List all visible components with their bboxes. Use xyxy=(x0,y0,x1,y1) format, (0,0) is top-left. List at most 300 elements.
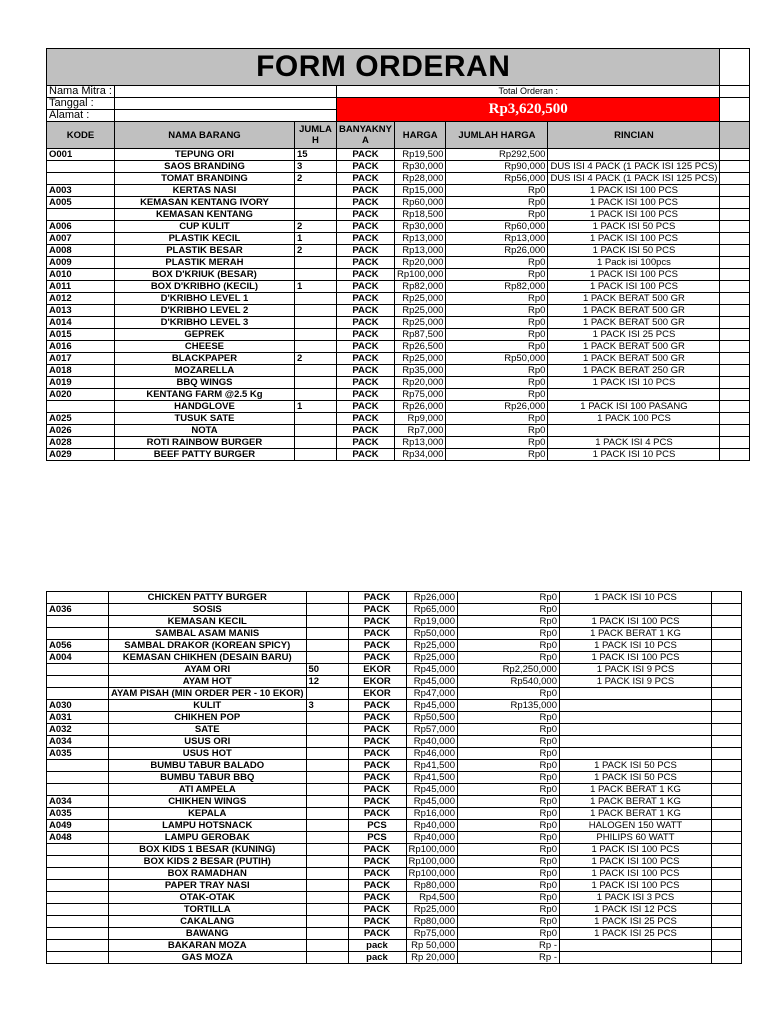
item-jumlah-harga: Rp0 xyxy=(446,305,548,317)
item-banyaknya: PACK xyxy=(348,628,406,640)
item-jumlah[interactable] xyxy=(306,616,348,628)
item-jumlah[interactable] xyxy=(294,389,336,401)
item-jumlah-harga: Rp0 xyxy=(446,425,548,437)
table-row xyxy=(47,904,742,916)
item-harga: Rp41,500 xyxy=(406,760,457,772)
total-orderan-label: Total Orderan : xyxy=(336,86,720,98)
item-jumlah[interactable]: 1 xyxy=(294,233,336,245)
item-banyaknya: PACK xyxy=(336,401,394,413)
item-rincian: 1 PACK ISI 100 PCS xyxy=(548,269,720,281)
item-nama-barang: PLASTIK KECIL xyxy=(114,233,294,245)
item-jumlah-harga: Rp0 xyxy=(446,377,548,389)
item-rincian: 1 PACK BERAT 500 GR xyxy=(548,305,720,317)
item-rincian xyxy=(559,748,711,760)
item-banyaknya: PACK xyxy=(348,736,406,748)
item-jumlah-harga: Rp0 xyxy=(446,437,548,449)
item-kode: A006 xyxy=(47,221,115,233)
item-kode xyxy=(47,628,109,640)
item-jumlah[interactable] xyxy=(306,772,348,784)
item-rincian: 1 PACK BERAT 1 KG xyxy=(559,796,711,808)
item-banyaknya: PACK xyxy=(348,808,406,820)
item-nama-barang: BAKARAN MOZA xyxy=(109,940,307,952)
item-banyaknya: PACK xyxy=(336,341,394,353)
item-nama-barang: LAMPU HOTSNACK xyxy=(109,820,307,832)
table-row xyxy=(47,329,750,341)
item-nama-barang: BOX RAMADHAN xyxy=(109,868,307,880)
item-kode: A008 xyxy=(47,245,115,257)
item-rincian: 1 PACK ISI 100 PCS xyxy=(559,856,711,868)
item-kode: A010 xyxy=(47,269,115,281)
item-nama-barang: NOTA xyxy=(114,425,294,437)
item-harga: Rp30,000 xyxy=(394,221,445,233)
item-jumlah[interactable] xyxy=(306,640,348,652)
item-harga: Rp30,000 xyxy=(394,161,445,173)
item-kode: A009 xyxy=(47,257,115,269)
item-jumlah[interactable] xyxy=(294,365,336,377)
item-harga: Rp25,000 xyxy=(394,305,445,317)
item-nama-barang: CHIKHEN WINGS xyxy=(109,796,307,808)
item-jumlah[interactable]: 2 xyxy=(294,221,336,233)
table-row xyxy=(47,940,742,952)
item-jumlah-harga: Rp0 xyxy=(446,293,548,305)
item-nama-barang: KENTANG FARM @2.5 Kg xyxy=(114,389,294,401)
item-kode: O001 xyxy=(47,149,115,161)
item-kode xyxy=(47,868,109,880)
item-jumlah[interactable] xyxy=(306,880,348,892)
item-jumlah[interactable] xyxy=(306,916,348,928)
total-orderan-value: Rp3,620,500 xyxy=(336,98,720,122)
item-jumlah[interactable] xyxy=(306,808,348,820)
item-harga: Rp20,000 xyxy=(394,377,445,389)
nama-mitra-field[interactable] xyxy=(114,86,336,98)
item-jumlah[interactable] xyxy=(306,892,348,904)
item-rincian: DUS ISI 4 PACK (1 PACK ISI 125 PCS) xyxy=(548,161,720,173)
item-jumlah[interactable] xyxy=(306,724,348,736)
item-kode: A034 xyxy=(47,736,109,748)
item-jumlah-harga: Rp0 xyxy=(457,616,559,628)
item-rincian: 1 PACK 100 PCS xyxy=(548,413,720,425)
item-nama-barang: GEPREK xyxy=(114,329,294,341)
item-kode xyxy=(47,892,109,904)
item-nama-barang: SAOS BRANDING xyxy=(114,161,294,173)
table-row xyxy=(47,197,750,209)
item-banyaknya: PACK xyxy=(348,892,406,904)
item-banyaknya: PACK xyxy=(348,844,406,856)
item-jumlah[interactable] xyxy=(294,377,336,389)
item-jumlah[interactable]: 3 xyxy=(294,161,336,173)
item-nama-barang: USUS HOT xyxy=(109,748,307,760)
item-rincian: 1 PACK ISI 100 PCS xyxy=(559,880,711,892)
table-row xyxy=(47,209,750,221)
item-jumlah-harga: Rp - xyxy=(457,940,559,952)
item-kode xyxy=(47,688,109,700)
item-banyaknya: PACK xyxy=(336,245,394,257)
item-jumlah-harga: Rp0 xyxy=(457,880,559,892)
item-nama-barang: D'KRIBHO LEVEL 2 xyxy=(114,305,294,317)
item-nama-barang: KEPALA xyxy=(109,808,307,820)
item-jumlah[interactable] xyxy=(306,784,348,796)
item-kode: A036 xyxy=(47,604,109,616)
item-banyaknya: PACK xyxy=(336,209,394,221)
item-harga: Rp15,000 xyxy=(394,185,445,197)
item-jumlah[interactable] xyxy=(306,736,348,748)
item-jumlah[interactable] xyxy=(294,449,336,461)
item-kode: A016 xyxy=(47,341,115,353)
item-jumlah-harga: Rp0 xyxy=(446,329,548,341)
item-jumlah[interactable]: 2 xyxy=(294,245,336,257)
item-nama-barang: LAMPU GEROBAK xyxy=(109,832,307,844)
table-row xyxy=(47,616,742,628)
item-jumlah[interactable] xyxy=(294,293,336,305)
item-rincian: 1 PACK ISI 3 PCS xyxy=(559,892,711,904)
item-jumlah-harga: Rp0 xyxy=(457,892,559,904)
item-jumlah[interactable] xyxy=(294,257,336,269)
item-jumlah-harga: Rp0 xyxy=(457,796,559,808)
item-rincian xyxy=(559,688,711,700)
item-harga: Rp 20,000 xyxy=(406,952,457,964)
item-banyaknya: PACK xyxy=(348,868,406,880)
item-harga: Rp57,000 xyxy=(406,724,457,736)
item-kode: A048 xyxy=(47,832,109,844)
item-rincian: 1 PACK ISI 10 PCS xyxy=(559,640,711,652)
table-row xyxy=(47,377,750,389)
item-jumlah[interactable] xyxy=(306,712,348,724)
item-kode xyxy=(47,928,109,940)
table-row xyxy=(47,652,742,664)
item-banyaknya: PACK xyxy=(348,592,406,604)
item-jumlah-harga: Rp0 xyxy=(457,712,559,724)
item-jumlah-harga: Rp0 xyxy=(457,904,559,916)
item-nama-barang: KEMASAN KENTANG IVORY xyxy=(114,197,294,209)
item-nama-barang: CAKALANG xyxy=(109,916,307,928)
item-jumlah[interactable] xyxy=(294,413,336,425)
item-kode: A049 xyxy=(47,820,109,832)
col-banyaknya: BANYAKNY A xyxy=(336,122,394,149)
item-nama-barang: BUMBU TABUR BALADO xyxy=(109,760,307,772)
item-jumlah[interactable] xyxy=(306,688,348,700)
item-jumlah[interactable] xyxy=(306,760,348,772)
table-row xyxy=(47,413,750,425)
item-kode: A005 xyxy=(47,197,115,209)
item-kode: A017 xyxy=(47,353,115,365)
item-jumlah[interactable] xyxy=(306,748,348,760)
item-banyaknya: PACK xyxy=(348,904,406,916)
table-row xyxy=(47,401,750,413)
item-harga: Rp34,000 xyxy=(394,449,445,461)
table-row xyxy=(47,700,742,712)
item-kode: A018 xyxy=(47,365,115,377)
tanggal-label: Tanggal : xyxy=(47,98,115,110)
item-jumlah-harga: Rp0 xyxy=(446,317,548,329)
item-harga: Rp75,000 xyxy=(394,389,445,401)
item-rincian: 1 PACK BERAT 500 GR xyxy=(548,293,720,305)
table-row xyxy=(47,748,742,760)
item-rincian xyxy=(548,389,720,401)
item-jumlah[interactable] xyxy=(306,820,348,832)
item-kode xyxy=(47,173,115,185)
table-row xyxy=(47,760,742,772)
item-jumlah[interactable]: 12 xyxy=(306,676,348,688)
table-row xyxy=(47,293,750,305)
item-jumlah-harga: Rp0 xyxy=(446,449,548,461)
item-nama-barang: AYAM PISAH (MIN ORDER PER - 10 EKOR) xyxy=(109,688,307,700)
item-harga: Rp46,000 xyxy=(406,748,457,760)
item-rincian: 1 PACK ISI 4 PCS xyxy=(548,437,720,449)
item-banyaknya: PACK xyxy=(336,389,394,401)
item-jumlah[interactable]: 1 xyxy=(294,401,336,413)
item-rincian: 1 PACK ISI 9 PCS xyxy=(559,676,711,688)
item-jumlah[interactable] xyxy=(306,928,348,940)
item-jumlah[interactable] xyxy=(306,652,348,664)
item-jumlah[interactable]: 1 xyxy=(294,281,336,293)
item-rincian: 1 PACK ISI 100 PCS xyxy=(548,185,720,197)
item-nama-barang: ATI AMPELA xyxy=(109,784,307,796)
item-nama-barang: BEEF PATTY BURGER xyxy=(114,449,294,461)
alamat-label: Alamat : xyxy=(47,110,115,122)
table-row xyxy=(47,784,742,796)
item-rincian: 1 PACK BERAT 1 KG xyxy=(559,628,711,640)
item-kode: A030 xyxy=(47,700,109,712)
table-row xyxy=(47,628,742,640)
item-jumlah-harga: Rp0 xyxy=(457,772,559,784)
table-row xyxy=(47,832,742,844)
item-harga: Rp45,000 xyxy=(406,700,457,712)
item-jumlah[interactable]: 2 xyxy=(294,173,336,185)
order-form-table xyxy=(46,48,750,461)
item-kode: A015 xyxy=(47,329,115,341)
item-rincian: 1 PACK ISI 100 PCS xyxy=(559,868,711,880)
item-jumlah-harga: Rp0 xyxy=(457,592,559,604)
item-kode xyxy=(47,904,109,916)
table-row xyxy=(47,149,750,161)
item-jumlah[interactable]: 50 xyxy=(306,664,348,676)
item-banyaknya: PACK xyxy=(336,305,394,317)
item-rincian: 1 PACK ISI 50 PCS xyxy=(548,221,720,233)
item-kode xyxy=(47,760,109,772)
item-harga: Rp26,000 xyxy=(406,592,457,604)
item-jumlah[interactable]: 3 xyxy=(306,700,348,712)
item-jumlah-harga: Rp135,000 xyxy=(457,700,559,712)
item-nama-barang: TORTILLA xyxy=(109,904,307,916)
item-nama-barang: PLASTIK MERAH xyxy=(114,257,294,269)
item-jumlah-harga: Rp0 xyxy=(457,832,559,844)
item-jumlah[interactable] xyxy=(306,844,348,856)
item-rincian xyxy=(559,700,711,712)
item-jumlah[interactable] xyxy=(306,904,348,916)
order-rows-page1 xyxy=(47,149,750,461)
table-row xyxy=(47,808,742,820)
item-harga: Rp20,000 xyxy=(394,257,445,269)
item-jumlah[interactable] xyxy=(294,317,336,329)
item-banyaknya: PACK xyxy=(336,257,394,269)
item-harga: Rp13,000 xyxy=(394,233,445,245)
item-nama-barang: BOX D'KRIBHO (KECIL) xyxy=(114,281,294,293)
col-jumlah-harga: JUMLAH HARGA xyxy=(446,122,548,149)
form-title: FORM ORDERAN xyxy=(47,49,720,86)
item-harga: Rp45,000 xyxy=(406,784,457,796)
table-row xyxy=(47,449,750,461)
item-harga: Rp19,000 xyxy=(406,616,457,628)
item-harga: Rp87,500 xyxy=(394,329,445,341)
table-row xyxy=(47,664,742,676)
item-banyaknya: PACK xyxy=(348,916,406,928)
item-harga: Rp40,000 xyxy=(406,820,457,832)
item-banyaknya: PACK xyxy=(336,437,394,449)
table-row xyxy=(47,640,742,652)
item-nama-barang: CHICKEN PATTY BURGER xyxy=(109,592,307,604)
item-banyaknya: PCS xyxy=(348,820,406,832)
item-banyaknya: PACK xyxy=(348,700,406,712)
item-kode xyxy=(47,940,109,952)
item-banyaknya: pack xyxy=(348,940,406,952)
item-harga: Rp45,000 xyxy=(406,676,457,688)
table-row xyxy=(47,317,750,329)
item-nama-barang: USUS ORI xyxy=(109,736,307,748)
item-jumlah[interactable] xyxy=(306,604,348,616)
item-harga: Rp41,500 xyxy=(406,772,457,784)
item-jumlah[interactable] xyxy=(294,209,336,221)
tanggal-field[interactable] xyxy=(114,98,336,110)
item-jumlah[interactable]: 15 xyxy=(294,149,336,161)
item-kode xyxy=(47,616,109,628)
item-banyaknya: EKOR xyxy=(348,664,406,676)
item-nama-barang: AYAM ORI xyxy=(109,664,307,676)
item-nama-barang: KEMASAN KENTANG xyxy=(114,209,294,221)
item-jumlah-harga: Rp0 xyxy=(457,760,559,772)
alamat-field[interactable] xyxy=(114,110,336,122)
item-harga: Rp 50,000 xyxy=(406,940,457,952)
col-nama-barang: NAMA BARANG xyxy=(114,122,294,149)
item-jumlah-harga: Rp0 xyxy=(457,868,559,880)
item-jumlah[interactable] xyxy=(306,592,348,604)
item-banyaknya: PACK xyxy=(348,652,406,664)
item-harga: Rp25,000 xyxy=(394,293,445,305)
item-harga: Rp16,000 xyxy=(406,808,457,820)
table-row xyxy=(47,161,750,173)
item-jumlah[interactable] xyxy=(294,185,336,197)
item-harga: Rp19,500 xyxy=(394,149,445,161)
item-jumlah-harga: Rp56,000 xyxy=(446,173,548,185)
item-jumlah-harga: Rp0 xyxy=(457,928,559,940)
item-rincian: 1 PACK ISI 10 PCS xyxy=(548,449,720,461)
item-jumlah[interactable] xyxy=(306,832,348,844)
item-jumlah[interactable] xyxy=(294,197,336,209)
item-jumlah-harga: Rp0 xyxy=(446,413,548,425)
item-jumlah[interactable] xyxy=(294,329,336,341)
item-nama-barang: ROTI RAINBOW BURGER xyxy=(114,437,294,449)
item-jumlah[interactable] xyxy=(306,952,348,964)
item-kode xyxy=(47,844,109,856)
item-banyaknya: PACK xyxy=(336,377,394,389)
item-jumlah[interactable] xyxy=(294,425,336,437)
item-banyaknya: PACK xyxy=(336,173,394,185)
item-kode: A014 xyxy=(47,317,115,329)
item-jumlah[interactable] xyxy=(306,940,348,952)
item-jumlah-harga: Rp0 xyxy=(446,209,548,221)
item-jumlah[interactable]: 2 xyxy=(294,353,336,365)
item-banyaknya: PACK xyxy=(348,784,406,796)
item-harga: Rp45,000 xyxy=(406,796,457,808)
item-kode: A020 xyxy=(47,389,115,401)
table-row xyxy=(47,233,750,245)
item-kode: A011 xyxy=(47,281,115,293)
item-banyaknya: PACK xyxy=(336,353,394,365)
item-nama-barang: HANDGLOVE xyxy=(114,401,294,413)
item-kode: A012 xyxy=(47,293,115,305)
item-jumlah[interactable] xyxy=(294,305,336,317)
item-banyaknya: PACK xyxy=(348,796,406,808)
item-nama-barang: SAMBAL ASAM MANIS xyxy=(109,628,307,640)
item-jumlah[interactable] xyxy=(306,868,348,880)
item-jumlah[interactable] xyxy=(306,796,348,808)
item-banyaknya: PACK xyxy=(336,149,394,161)
item-jumlah-harga: Rp0 xyxy=(446,257,548,269)
item-nama-barang: KEMASAN KECIL xyxy=(109,616,307,628)
item-harga: Rp80,000 xyxy=(406,916,457,928)
item-rincian: 1 PACK BERAT 500 GR xyxy=(548,317,720,329)
item-banyaknya: PACK xyxy=(348,712,406,724)
item-banyaknya: PACK xyxy=(336,233,394,245)
item-jumlah[interactable] xyxy=(306,628,348,640)
item-rincian: 1 PACK ISI 100 PCS xyxy=(559,616,711,628)
item-banyaknya: PACK xyxy=(336,317,394,329)
item-rincian xyxy=(559,712,711,724)
item-kode: A025 xyxy=(47,413,115,425)
table-row xyxy=(47,305,750,317)
item-harga: Rp28,000 xyxy=(394,173,445,185)
item-nama-barang: BOX KIDS 1 BESAR (KUNING) xyxy=(109,844,307,856)
item-jumlah[interactable] xyxy=(294,437,336,449)
item-jumlah[interactable] xyxy=(306,856,348,868)
item-kode xyxy=(47,880,109,892)
item-banyaknya: PACK xyxy=(348,724,406,736)
item-kode: A056 xyxy=(47,640,109,652)
item-nama-barang: SATE xyxy=(109,724,307,736)
item-jumlah-harga: Rp60,000 xyxy=(446,221,548,233)
item-jumlah[interactable] xyxy=(294,341,336,353)
item-rincian: 1 PACK ISI 100 PCS xyxy=(548,281,720,293)
item-nama-barang: KULIT xyxy=(109,700,307,712)
item-banyaknya: EKOR xyxy=(348,676,406,688)
item-nama-barang: AYAM HOT xyxy=(109,676,307,688)
item-harga: Rp82,000 xyxy=(394,281,445,293)
item-harga: Rp50,000 xyxy=(406,628,457,640)
order-rows-page2 xyxy=(47,592,742,964)
table-row xyxy=(47,592,742,604)
table-header xyxy=(47,122,750,149)
item-rincian: 1 PACK ISI 25 PCS xyxy=(559,916,711,928)
item-harga: Rp26,000 xyxy=(394,401,445,413)
item-nama-barang: TOMAT BRANDING xyxy=(114,173,294,185)
item-rincian: 1 PACK ISI 50 PCS xyxy=(559,760,711,772)
item-nama-barang: CUP KULIT xyxy=(114,221,294,233)
item-jumlah-harga: Rp0 xyxy=(457,808,559,820)
item-kode xyxy=(47,772,109,784)
item-jumlah-harga: Rp90,000 xyxy=(446,161,548,173)
table-row xyxy=(47,724,742,736)
table-row xyxy=(47,820,742,832)
item-jumlah[interactable] xyxy=(294,269,336,281)
item-nama-barang: D'KRIBHO LEVEL 1 xyxy=(114,293,294,305)
item-nama-barang: BLACKPAPER xyxy=(114,353,294,365)
item-nama-barang: KEMASAN CHIKHEN (DESAIN BARU) xyxy=(109,652,307,664)
item-harga: Rp25,000 xyxy=(406,904,457,916)
item-harga: Rp100,000 xyxy=(406,844,457,856)
item-banyaknya: PACK xyxy=(348,772,406,784)
item-rincian: 1 PACK ISI 12 PCS xyxy=(559,904,711,916)
table-row xyxy=(47,688,742,700)
item-kode xyxy=(47,916,109,928)
